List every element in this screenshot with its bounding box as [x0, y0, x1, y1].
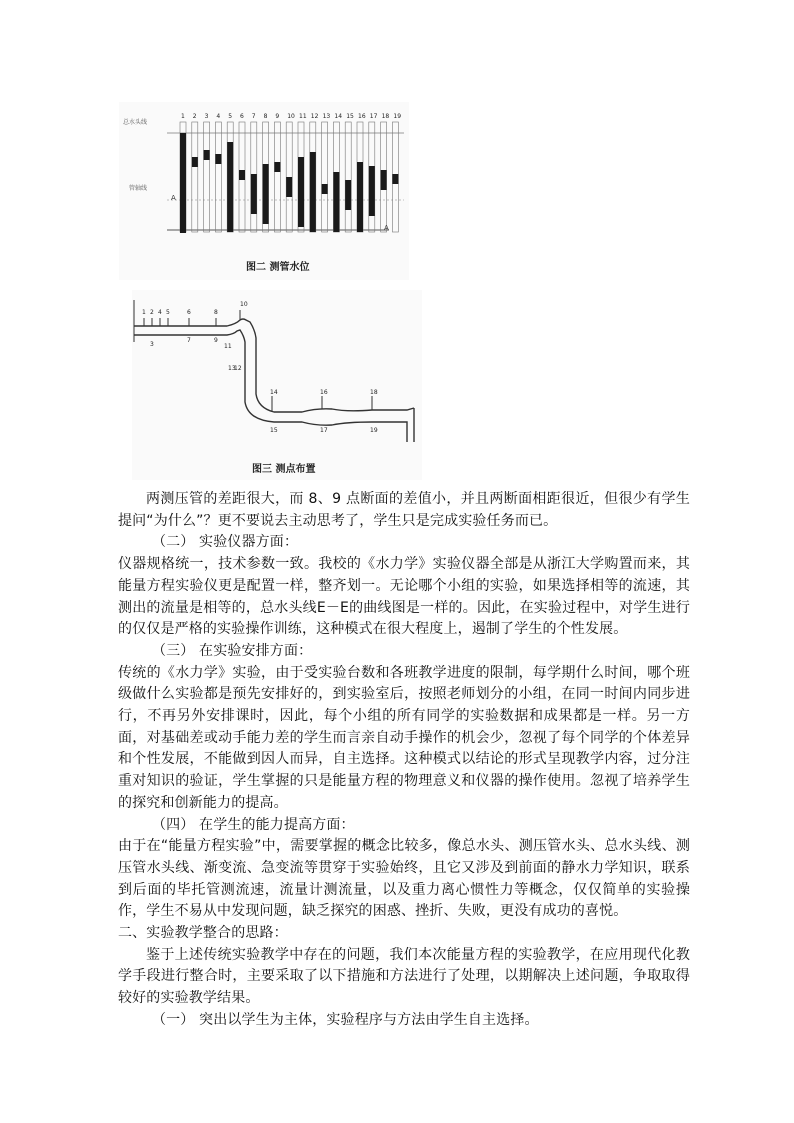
point-label: 11	[224, 343, 232, 350]
tube-number-label: 1	[181, 113, 185, 120]
tube-number-label: 14	[334, 113, 343, 120]
tube-water-column	[239, 170, 245, 180]
heading-arrangement: （三） 在实验安排方面：	[152, 642, 313, 659]
label-pipe-axis: 管轴线	[129, 185, 148, 192]
tube-water-column	[392, 174, 398, 184]
label-a-left: A	[171, 194, 176, 202]
figure-3-graphic	[132, 290, 422, 480]
tube-water-column	[251, 174, 257, 214]
point-label: 2	[150, 309, 154, 316]
point-label: 14	[270, 389, 278, 396]
point-label: 17	[320, 427, 328, 434]
heading-section-two: 二、实验教学整合的思路：	[118, 925, 288, 942]
tube-number-label: 5	[228, 113, 233, 120]
point-label: 13	[228, 365, 236, 372]
point-label: 4	[158, 309, 162, 316]
tube-water-column	[322, 184, 328, 194]
label-a-right: A	[384, 224, 389, 232]
heading-student-centered: （一） 突出以学生为主体，实验程序与方法由学生自主选择。	[152, 1011, 539, 1028]
tube-water-column	[215, 154, 221, 164]
heading-instruments: （二） 实验仪器方面：	[152, 534, 299, 551]
tube-water-column	[333, 172, 339, 232]
tube-water-column	[192, 157, 198, 167]
tube-water-column	[310, 152, 316, 232]
figure-2-caption: 图二 测管水位	[246, 262, 310, 273]
label-total-head: 总水头线	[123, 119, 148, 126]
tube-water-column	[298, 157, 304, 227]
tube-water-column	[286, 177, 292, 197]
point-label: 10	[240, 301, 248, 308]
point-label: 6	[187, 309, 191, 316]
paragraph-integration: 鉴于上述传统实验教学中存在的问题，我们本次能量方程的实验教学，在应用现代化教学手段进行整合时，主要采取了以下措施和方法进行了处理，以期解决上述问题，争取取得较好的实验教学结果。	[118, 946, 690, 1007]
tube-number-label: 19	[393, 113, 402, 120]
tube-number-label: 8	[263, 113, 268, 120]
paragraph-ability: 由于在“能量方程实验”中，需要掌握的概念比较多，像总水头、测压管水头、总水头线、测压管水头线、渐变流、急变流等贯穿于实验始终，且它又涉及到前面的静水力学知识，联系到后面的毕托管测流速，流量计测流量，以及重力离心惯性力等概念，仅仅简单的实验操作，学生不易从中发现问题，缺乏探究的困惑、挫折、失败，更没有成功的喜悦。	[118, 838, 690, 920]
tube-water-column	[357, 162, 363, 232]
paragraph-instruments: 仪器规格统一，技术参数一致。我校的《水力学》实验仪器全部是从浙江大学购置而来，其能量方程实验仪更是配置一样，整齐划一。无论哪个小组的实验，如果选择相等的流速，其测出的流量是相等的，总水头线E－E的曲线图是一样的。因此，在实验过程中，对学生进行的仅仅是严格的实验操作训练，这种模式在很大程度上，遏制了学生的个性发展。	[118, 556, 690, 638]
tube-number-label: 12	[310, 113, 319, 120]
point-label: 3	[150, 341, 154, 348]
tube-water-column	[263, 164, 269, 224]
tube-number-label: 18	[381, 113, 390, 120]
tube-water-column	[180, 133, 186, 233]
point-label: 15	[270, 427, 278, 434]
tube-water-column	[204, 150, 210, 160]
point-label: 1	[142, 309, 146, 316]
tube-water-column	[345, 180, 351, 210]
heading-ability: （四） 在学生的能力提高方面：	[152, 816, 355, 833]
point-label: 19	[370, 427, 378, 434]
tube-number-label: 4	[216, 113, 221, 120]
point-label: 16	[320, 389, 328, 396]
figure-3-caption: 图三 测点布置	[252, 464, 316, 475]
tube-water-column	[369, 166, 375, 216]
tube-number-label: 3	[204, 113, 209, 120]
point-label: 7	[187, 337, 191, 344]
tube-number-label: 9	[275, 113, 280, 120]
point-label: 18	[370, 389, 378, 396]
tube-number-label: 13	[322, 113, 331, 120]
figure-2-graphic	[119, 102, 409, 280]
tube-number-label: 17	[369, 113, 378, 120]
tube-number-label: 2	[192, 113, 197, 120]
figure-measurement-points	[132, 290, 422, 480]
tube-number-label: 16	[358, 113, 366, 120]
figure-tube-water-levels	[119, 102, 409, 280]
point-label: 5	[166, 309, 170, 316]
tube-water-column	[274, 162, 280, 172]
point-label: 9	[214, 337, 218, 344]
point-label: 12	[234, 365, 242, 372]
point-label: 8	[214, 309, 218, 316]
tube-number-label: 15	[346, 113, 354, 120]
tube-water-column	[381, 170, 387, 190]
paragraph-observation: 两测压管的差距很大，而 8、9 点断面的差值小，并且两断面相距很近，但很少有学生提问“为什么”？更不要说去主动思考了，学生只是完成实验任务而已。	[118, 491, 690, 529]
tube-number-label: 6	[240, 113, 244, 120]
tube-number-label: 10	[287, 113, 295, 120]
tube-water-column	[227, 142, 233, 232]
tube-number-label: 11	[299, 113, 307, 120]
paragraph-arrangement: 传统的《水力学》实验，由于受实验台数和各班教学进度的限制，每学期什么时间，哪个班级做什么实验都是预先安排好的，到实验室后，按照老师划分的小组，在同一时间内同步进行，不再另外安排课时，因此，每个小组的所有同学的实验数据和成果都是一样。另一方面，对基础差或动手能力差的学生而言亲自动手操作的机会少，忽视了每个同学的个体差异和个性发展，不能做到因人而异，自主选择。这种模式以结论的形式呈现教学内容，过分注重对知识的验证，学生掌握的只是能量方程的物理意义和仪器的操作使用。忽视了培养学生的探究和创新能力的提高。	[118, 664, 690, 811]
body-text	[118, 489, 690, 1032]
tube-number-label: 7	[251, 113, 256, 120]
